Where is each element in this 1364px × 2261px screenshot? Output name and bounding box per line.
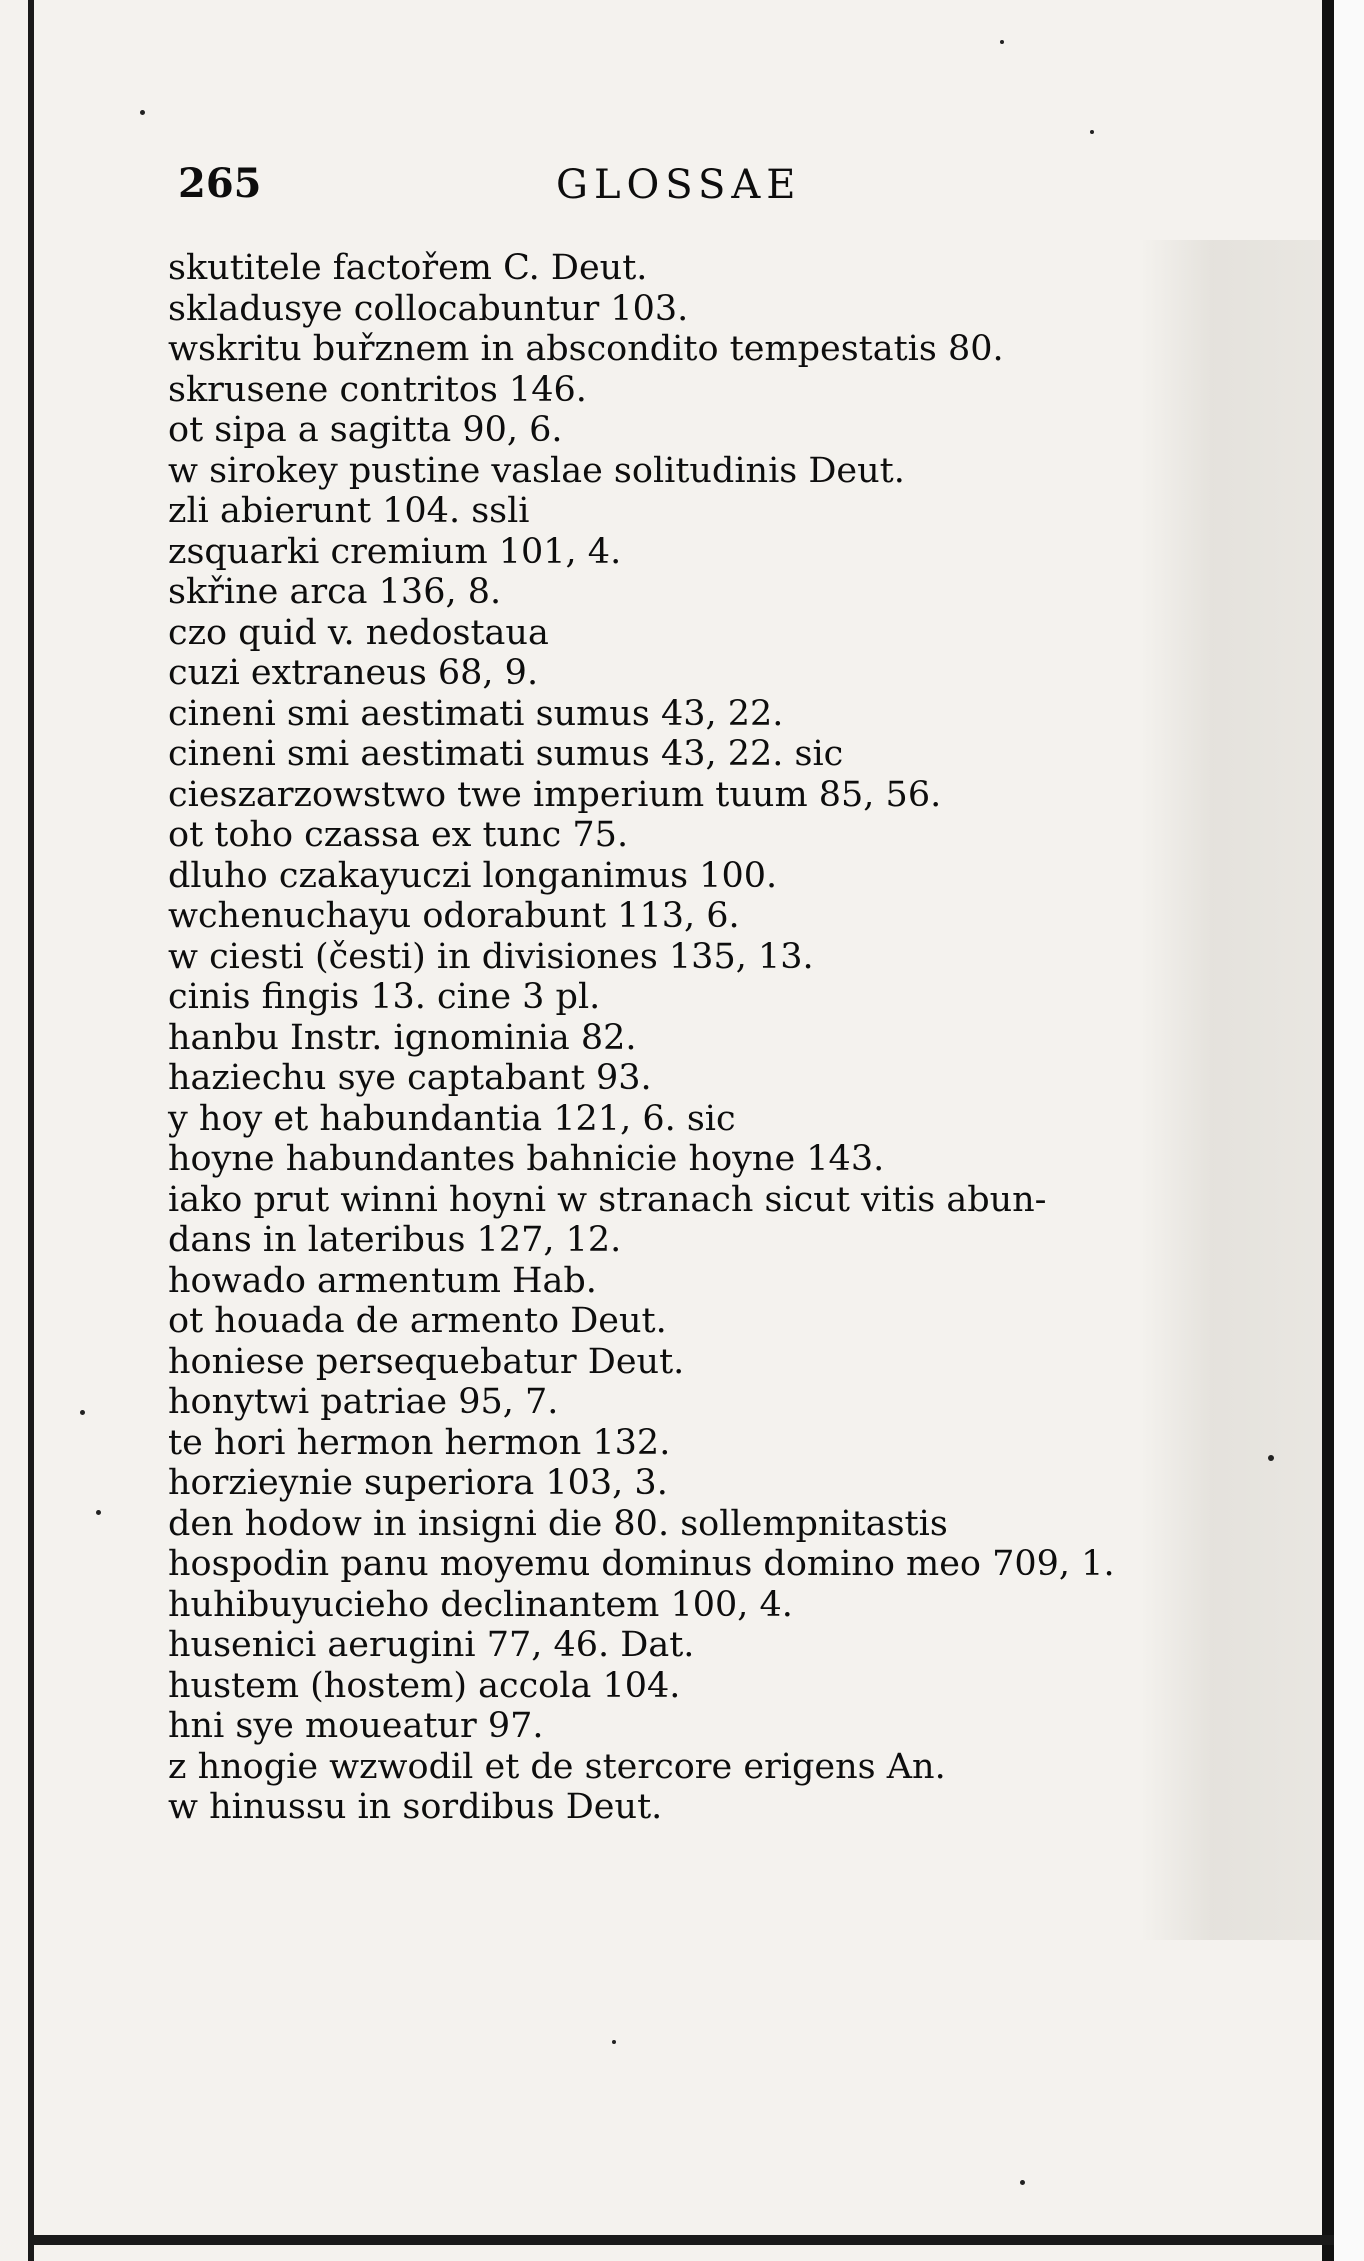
glossary-line: w sirokey pustine vaslae solitudinis Deut. bbox=[168, 450, 905, 491]
glossary-line: czo quid v. nedostaua bbox=[168, 612, 549, 653]
glossary-line: skladusye collocabuntur 103. bbox=[168, 288, 689, 329]
glossary-line: hanbu Instr. ignominia 82. bbox=[168, 1017, 637, 1058]
glossary-line: hoyne habundantes bahnicie hoyne 143. bbox=[168, 1139, 885, 1179]
glossary-line: w hinussu in sordibus Deut. bbox=[168, 1787, 663, 1827]
glossary-line: te hori hermon hermon 132. bbox=[168, 1422, 671, 1463]
glossary-line: ot sipa a sagitta 90, 6. bbox=[168, 410, 563, 450]
glossary-line: honiese persequebatur Deut. bbox=[168, 1341, 685, 1382]
glossary-line: horzieynie superiora 103, 3. bbox=[168, 1463, 668, 1503]
glossary-line: husenici aerugini 77, 46. Dat. bbox=[168, 1625, 695, 1665]
scan-speck bbox=[612, 2040, 616, 2044]
glossary-line: wskritu buřznem in abscondito tempestatis 80. bbox=[168, 329, 1004, 369]
glossary-line: wchenuchayu odorabunt 113, 6. bbox=[168, 896, 740, 936]
glossary-line: hustem (hostem) accola 104. bbox=[168, 1665, 681, 1706]
scan-speck bbox=[1268, 1455, 1274, 1461]
glossary-line: zsquarki cremium 101, 4. bbox=[168, 531, 622, 572]
glossary-line: cineni smi aestimati sumus 43, 22. bbox=[168, 693, 784, 734]
scan-speck bbox=[1090, 130, 1094, 134]
bottom-scan-border bbox=[28, 2235, 1334, 2245]
scan-speck bbox=[80, 1410, 85, 1415]
glossary-line: skřine arca 136, 8. bbox=[168, 572, 502, 612]
glossary-line: honytwi patriae 95, 7. bbox=[168, 1382, 559, 1422]
right-scan-border bbox=[1322, 0, 1334, 2261]
glossary-line: hospodin panu moyemu dominus domino meo 709, 1. bbox=[168, 1544, 1115, 1584]
glossary-line: huhibuyucieho declinantem 100, 4. bbox=[168, 1584, 793, 1625]
glossary-line: ot houada de armento Deut. bbox=[168, 1301, 667, 1341]
glossary-line: iako prut winni hoyni w stranach sicut vitis abun- bbox=[168, 1179, 1047, 1220]
page-header bbox=[178, 160, 1078, 220]
glossary-line: z hnogie wzwodil et de stercore erigens An. bbox=[168, 1746, 946, 1787]
scan-speck bbox=[1000, 40, 1004, 44]
scan-speck bbox=[96, 1510, 101, 1515]
glossary-line: cineni smi aestimati sumus 43, 22. sic bbox=[168, 734, 844, 774]
glossary-line: cuzi extraneus 68, 9. bbox=[168, 653, 539, 693]
scan-speck bbox=[1020, 2180, 1025, 2185]
glossary-line: dluho czakayuczi longanimus 100. bbox=[168, 855, 778, 896]
left-scan-border bbox=[28, 0, 34, 2261]
glossary-line: w ciesti (česti) in divisiones 135, 13. bbox=[168, 936, 814, 977]
glossary-entries bbox=[168, 248, 1288, 1828]
glossary-line: hni sye moueatur 97. bbox=[168, 1706, 544, 1746]
page-number: 265 bbox=[178, 160, 262, 207]
glossary-line: cieszarzowstwo twe imperium tuum 85, 56. bbox=[168, 774, 942, 815]
glossary-line: howado armentum Hab. bbox=[168, 1260, 597, 1301]
glossary-line: dans in lateribus 127, 12. bbox=[168, 1220, 622, 1260]
glossary-line: skrusene contritos 146. bbox=[168, 369, 587, 410]
scan-speck bbox=[140, 110, 145, 115]
running-title: GLOSSAE bbox=[556, 162, 802, 208]
glossary-line: cinis fingis 13. cine 3 pl. bbox=[168, 977, 601, 1017]
glossary-line: haziechu sye captabant 93. bbox=[168, 1058, 652, 1098]
right-edge-strip bbox=[1334, 0, 1364, 2261]
glossary-line: y hoy et habundantia 121, 6. sic bbox=[168, 1098, 736, 1139]
glossary-line: skutitele factořem C. Deut. bbox=[168, 248, 648, 288]
glossary-line: ot toho czassa ex tunc 75. bbox=[168, 815, 629, 855]
glossary-line: zli abierunt 104. ssli bbox=[168, 491, 530, 531]
glossary-line: den hodow in insigni die 80. sollempnitastis bbox=[168, 1503, 948, 1544]
